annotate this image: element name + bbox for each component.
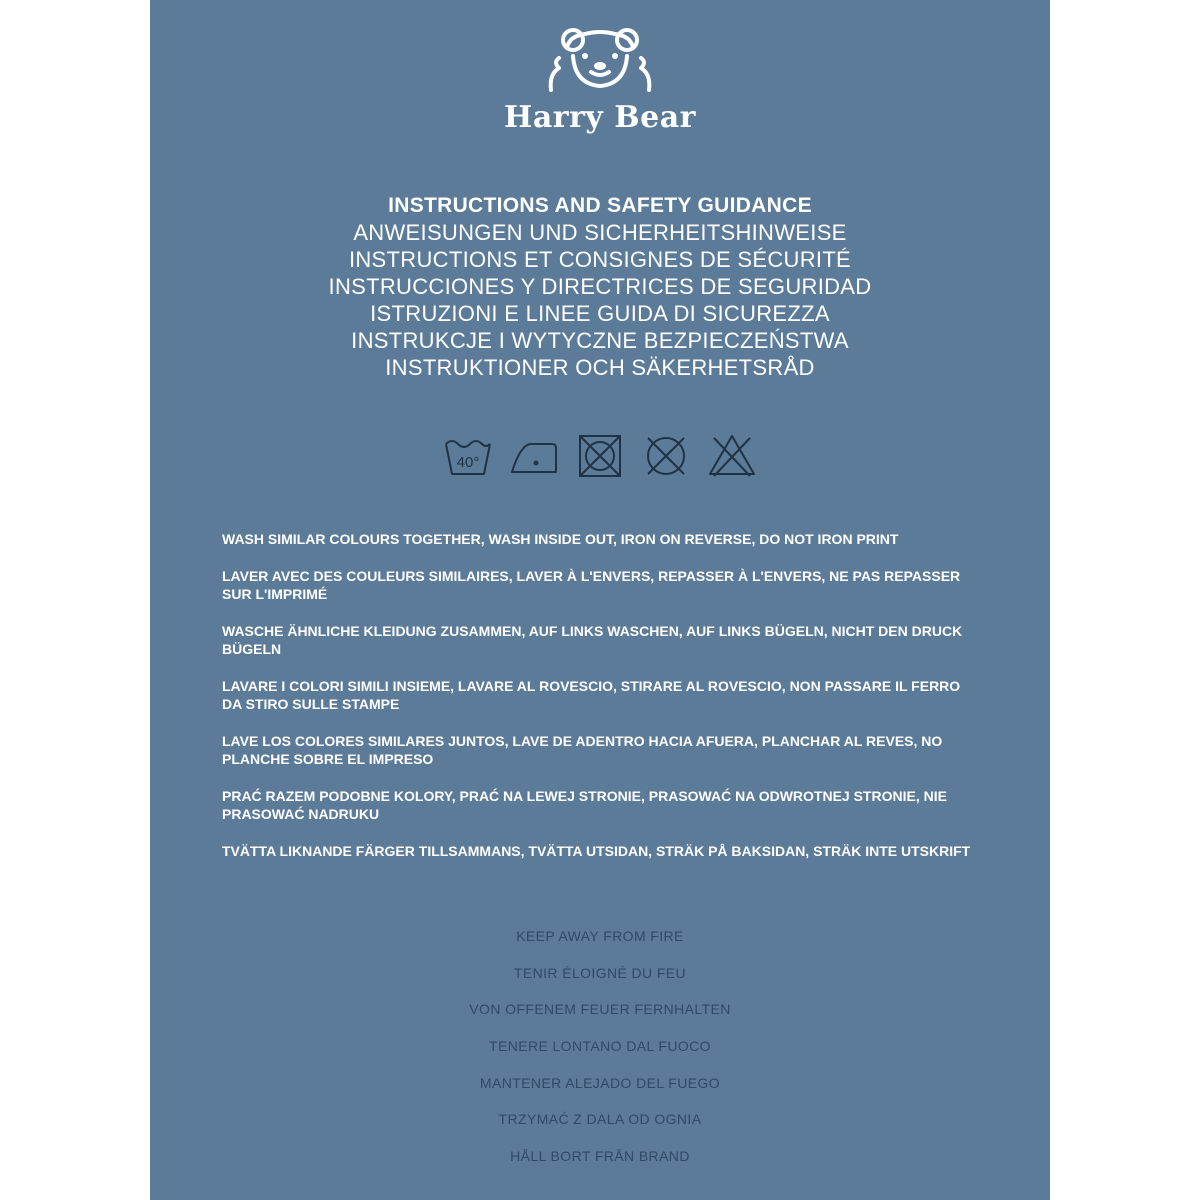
title-french: INSTRUCTIONS ET CONSIGNES DE SÉCURITÉ: [348, 247, 852, 272]
instruction-polish: PRAĆ RAZEM PODOBNE KOLORY, PRAĆ NA LEWEJ STRONIE, PRASOWAĆ NA ODWROTNEJ STRONIE, NIE PRASOWAĆ NADRUKU: [222, 788, 947, 822]
warning-french: TENIR ÉLOIGNÉ DU FEU: [513, 964, 687, 981]
wash-temperature: 40°: [456, 454, 480, 471]
title-english: INSTRUCTIONS AND SAFETY GUIDANCE: [388, 194, 812, 217]
warning-swedish: HÅLL BORT FRÅN BRAND: [510, 1148, 690, 1165]
title-spanish: INSTRUCCIONES Y DIRECTRICES DE SEGURIDAD: [328, 274, 872, 299]
wash-40-icon: [442, 430, 494, 482]
brand-name: Harry Bear: [504, 100, 696, 135]
care-label: [150, 0, 1050, 1200]
bear-face-icon: [545, 24, 655, 96]
no-bleach-icon: [706, 430, 758, 482]
iron-low-icon: [508, 430, 560, 482]
warning-spanish: MANTENER ALEJADO DEL FUEGO: [479, 1074, 721, 1091]
no-dry-clean-icon: [640, 430, 692, 482]
instruction-swedish: TVÄTTA LIKNANDE FÄRGER TILLSAMMANS, TVÄTTA UTSIDAN, STRÄK PÅ BAKSIDAN, STRÄK INTE UTSKRIFT: [222, 843, 971, 859]
no-tumble-dry-icon: [574, 430, 626, 482]
instruction-italian: LAVARE I COLORI SIMILI INSIEME, LAVARE AL ROVESCIO, STIRARE AL ROVESCIO, NON PASSARE IL FERRO DA STIRO SULLE STAMPE: [222, 678, 961, 712]
title-swedish: INSTRUKTIONER OCH SÄKERHETSRÅD: [385, 355, 815, 380]
instruction-spanish: LAVE LOS COLORES SIMILARES JUNTOS, LAVE DE ADENTRO HACIA AFUERA, PLANCHAR AL REVES, NO PLANCHE SOBRE EL IMPRESO: [222, 733, 943, 767]
warning-english: KEEP AWAY FROM FIRE: [516, 928, 684, 944]
care-instructions: [222, 530, 982, 879]
title-german: ANWEISUNGEN UND SICHERHEITSHINWEISE: [353, 220, 847, 245]
warning-german: VON OFFENEM FEUER FERNHALTEN: [469, 1001, 731, 1018]
title-italian: ISTRUZIONI E LINEE GUIDA DI SICUREZZA: [370, 301, 830, 326]
warning-polish: TRZYMAĆ Z DALA OD OGNIA: [498, 1111, 702, 1128]
brand-logo: [150, 24, 1050, 135]
instruction-french: LAVER AVEC DES COULEURS SIMILAIRES, LAVER À L'ENVERS, REPASSER À L'ENVERS, NE PAS REPASSER SUR L'IMPRIMÉ: [222, 568, 961, 602]
instruction-german: WASCHE ÄHNLICHE KLEIDUNG ZUSAMMEN, AUF LINKS WASCHEN, AUF LINKS BÜGELN, NICHT DEN DRUCK BÜGELN: [222, 623, 963, 657]
care-symbols: [150, 430, 1050, 482]
instruction-english: WASH SIMILAR COLOURS TOGETHER, WASH INSIDE OUT, IRON ON REVERSE, DO NOT IRON PRINT: [222, 531, 899, 547]
fire-warnings: [150, 924, 1050, 1181]
warning-italian: TENERE LONTANO DAL FUOCO: [489, 1038, 711, 1055]
title-block: [150, 192, 1050, 381]
title-polish: INSTRUKCJE I WYTYCZNE BEZPIECZEŃSTWA: [351, 328, 849, 353]
